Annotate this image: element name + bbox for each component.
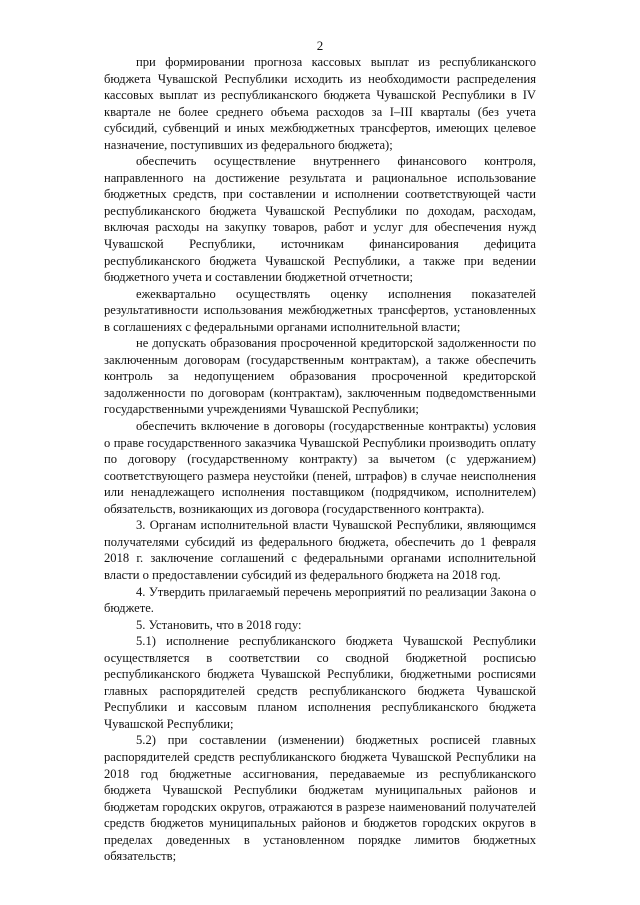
paragraph-quarterly-assessment: ежеквартально осуществлять оценку исполнения показателей результативности использования межбюджетных трансфертов, установленных в соглашениях с федеральными органами исполнительной власти; — [104, 286, 536, 334]
paragraph-overdue-debt: не допускать образования просроченной кредиторской задолженности по заключенным договорам (государственным контрактам), а также обеспечить контроль за недопущением образования просроченной кредиторской задолженности по договорам (контрактам), заключенным подведомственными государственными учреждениями Чувашской Республики; — [104, 336, 536, 417]
paragraph-forecast-cash-payments: при формировании прогноза кассовых выплат из республиканского бюджета Чувашской Республики исходить из необходимости распределения кассовых выплат из республиканского бюджета Чувашской Республики в IV квартале не более среднего объема расходов за I–III кварталы (без учета субсидий, субвенций и иных межбюджетных трансфертов, имеющих целевое назначение, поступивших из федерального бюджета); — [104, 55, 536, 152]
paragraph-contract-conditions: обеспечить включение в договоры (государственные контракты) условия о праве государственного заказчика Чувашской Республики производить оплату по договору (государственному контракту) за вычетом (с удержанием) соответствующего размера неустойки (пеней, штрафов) в случае неисполнения или ненадлежащего исполнения поставщиком (подрядчиком, исполнителем) обязательств, возникающих из договора (государственного контракта). — [104, 419, 536, 516]
paragraph-item-5: 5. Установить, что в 2018 году: — [136, 617, 302, 632]
paragraph-item-5-2: 5.2) при составлении (изменении) бюджетных росписей главных распорядителей средств республиканского бюджета Чувашской Республики на 2018 год бюджетные ассигнования, передаваемые из республиканского бюджета Чувашской Республики бюджетам муниципальных районов и бюджетам городских округов, отражаются в разрезе наименований получателей средств бюджетов муниципальных районов и бюджетов городских округов в пределах доведенных в установленном порядке лимитов бюджетных обязательств; — [104, 733, 536, 864]
document-body — [104, 54, 536, 865]
paragraph-item-5-1: 5.1) исполнение республиканского бюджета Чувашской Республики осуществляется в соответствии со сводной бюджетной росписью республиканского бюджета Чувашской Республики, бюджетными росписями главных распорядителей средств республиканского бюджета Чувашской Республики и кассовым планом исполнения республиканского бюджета Чувашской Республики; — [104, 634, 536, 731]
page-number: 2 — [316, 38, 324, 53]
paragraph-internal-financial-control: обеспечить осуществление внутреннего финансового контроля, направленного на достижение результата и рациональное использование бюджетных средств, при составлении и исполнении соответствующей части республиканского бюджета Чувашской Республики по доходам, расходам, включая расходы на закупку товаров, работ и услуг для обеспечения нужд Чувашской Республики, источникам финансирования дефицита республиканского бюджета Чувашской Республики, а также при ведении бюджетного учета и составлении бюджетной отчетности; — [104, 154, 536, 285]
paragraph-item-3: 3. Органам исполнительной власти Чувашской Республики, являющимся получателями субсидий из федерального бюджета, обеспечить до 1 февраля 2018 г. заключение соглашений с федеральными органами исполнительной власти о предоставлении субсидий из федерального бюджета на 2018 год. — [104, 518, 536, 582]
paragraph-item-4: 4. Утвердить прилагаемый перечень мероприятий по реализации Закона о бюджете. — [104, 584, 536, 616]
